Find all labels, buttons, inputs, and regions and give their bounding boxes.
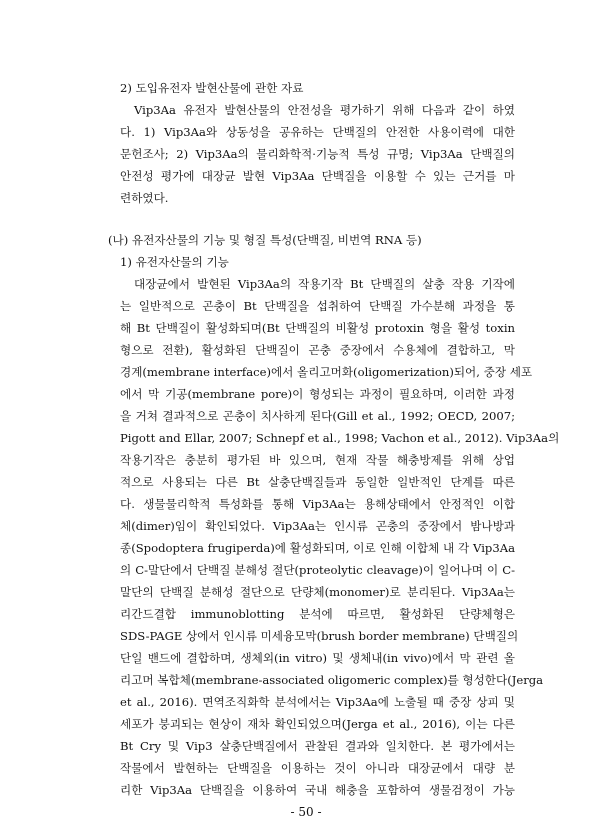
paragraph-line: 리한 Vip3Aa 단백질을 이용하여 국내 해충을 포함하여 생물검정이 가능 bbox=[120, 783, 515, 797]
paragraph-line: Vip3Aa 유전자 발현산물의 안전성을 평가하기 위해 다음과 같이 하였 bbox=[134, 103, 515, 117]
paragraph-line: 을 거쳐 결과적으로 곤충이 치사하게 된다(Gill et al., 1992; OECD, 2007; bbox=[120, 409, 515, 423]
paragraph-line: 에서 막 기공(membrane pore)이 형성되는 과정이 필요하며, 이러한 과정 bbox=[120, 387, 515, 401]
paragraph-line: 대장균에서 발현된 Vip3Aa의 작용기작 Bt 단백질의 살충 작용 기작에 bbox=[134, 277, 515, 291]
paragraph-line: 리고머 복합체(membrane-associated oligomeric complex)를 형성한다(Jerga bbox=[120, 673, 544, 687]
paragraph-line: 작용기작은 충분히 평가된 바 있으며, 현재 작물 해충방제를 위해 상업 bbox=[120, 453, 515, 467]
paragraph-line: 적으로 사용되는 다른 Bt 살충단백질들과 동일한 일반적인 단계를 따른 bbox=[120, 475, 515, 489]
paragraph-line: SDS-PAGE 상에서 인시류 미세융모막(brush border membrane) 단백질의 bbox=[120, 629, 519, 643]
paragraph-line: 다. 생물물리학적 특성화를 통해 Vip3Aa는 용해상태에서 안정적인 이합 bbox=[120, 497, 515, 511]
paragraph-line: 종(Spodoptera frugiperda)에 활성화되며, 이로 인해 이합체 내 각 Vip3Aa bbox=[120, 541, 515, 555]
section-title: 2) 도입유전자 발현산물에 관한 자료 bbox=[120, 81, 304, 95]
paragraph-line: Bt Cry 및 Vip3 살충단백질에서 관찰된 결과와 일치한다. 본 평가에서는 bbox=[120, 739, 515, 753]
section-heading: (나) 유전자산물의 기능 및 형질 특성(단백질, 비번역 RNA 등) bbox=[108, 233, 422, 247]
paragraph-line: Pigott and Ellar, 2007; Schnepf et al., 1998; Vachon et al., 2012). Vip3Aa의 bbox=[120, 431, 560, 445]
paragraph-line: 다. 1) Vip3Aa와 상동성을 공유하는 단백질의 안전한 사용이력에 대한 bbox=[120, 125, 515, 139]
page-number: - 50 - bbox=[290, 805, 322, 819]
paragraph-line: 는 일반적으로 곤충이 Bt 단백질을 섭취하여 단백질 가수분해 과정을 통 bbox=[120, 299, 515, 313]
paragraph-line: 의 C-말단에서 단백질 분해성 절단(proteolytic cleavage)이 일어나며 이 C- bbox=[120, 563, 515, 577]
paragraph-line: 경계(membrane interface)에서 올리고머화(oligomerization)되어, 중장 세포 bbox=[120, 365, 533, 379]
paragraph-line: 형으로 전환), 활성화된 단백질이 곤충 중장에서 수용체에 결합하고, 막 bbox=[120, 343, 515, 357]
paragraph-line: 체(dimer)임이 확인되었다. Vip3Aa는 인시류 곤충의 중장에서 밤나방과 bbox=[120, 519, 515, 533]
paragraph-line: 안전성 평가에 대장균 발현 Vip3Aa 단백질을 이용할 수 있는 근거를 마 bbox=[120, 169, 515, 183]
paragraph-line: et al., 2016). 면역조직화학 분석에서는 Vip3Aa에 노출될 때 중장 상피 및 bbox=[120, 695, 515, 709]
subsection-heading: 1) 유전자산물의 기능 bbox=[120, 255, 229, 269]
paragraph-line: 문헌조사; 2) Vip3Aa의 물리화학적·기능적 특성 규명; Vip3Aa 단백질의 bbox=[120, 147, 515, 161]
paragraph-line: 단일 밴드에 결합하며, 생체외(in vitro) 및 생체내(in vivo)에서 막 관련 올 bbox=[120, 651, 515, 665]
paragraph-line: 해 Bt 단백질이 활성화되며(Bt 단백질의 비활성 protoxin 형을 활성 toxin bbox=[120, 321, 515, 335]
paragraph-line: 리간드결합 immunoblotting 분석에 따르면, 활성화된 단량체형은 bbox=[120, 607, 515, 621]
paragraph-line: 련하였다. bbox=[120, 191, 169, 205]
paragraph-line: 말단의 단백질 분해성 절단으로 단량체(monomer)로 분리된다. Vip3Aa는 bbox=[120, 585, 515, 599]
paragraph-line: 세포가 붕괴되는 현상이 재차 확인되었으며(Jerga et al., 2016), 이는 다른 bbox=[120, 717, 515, 731]
paragraph-line: 작물에서 발현하는 단백질을 이용하는 것이 아니라 대장균에서 대량 분 bbox=[120, 761, 515, 775]
